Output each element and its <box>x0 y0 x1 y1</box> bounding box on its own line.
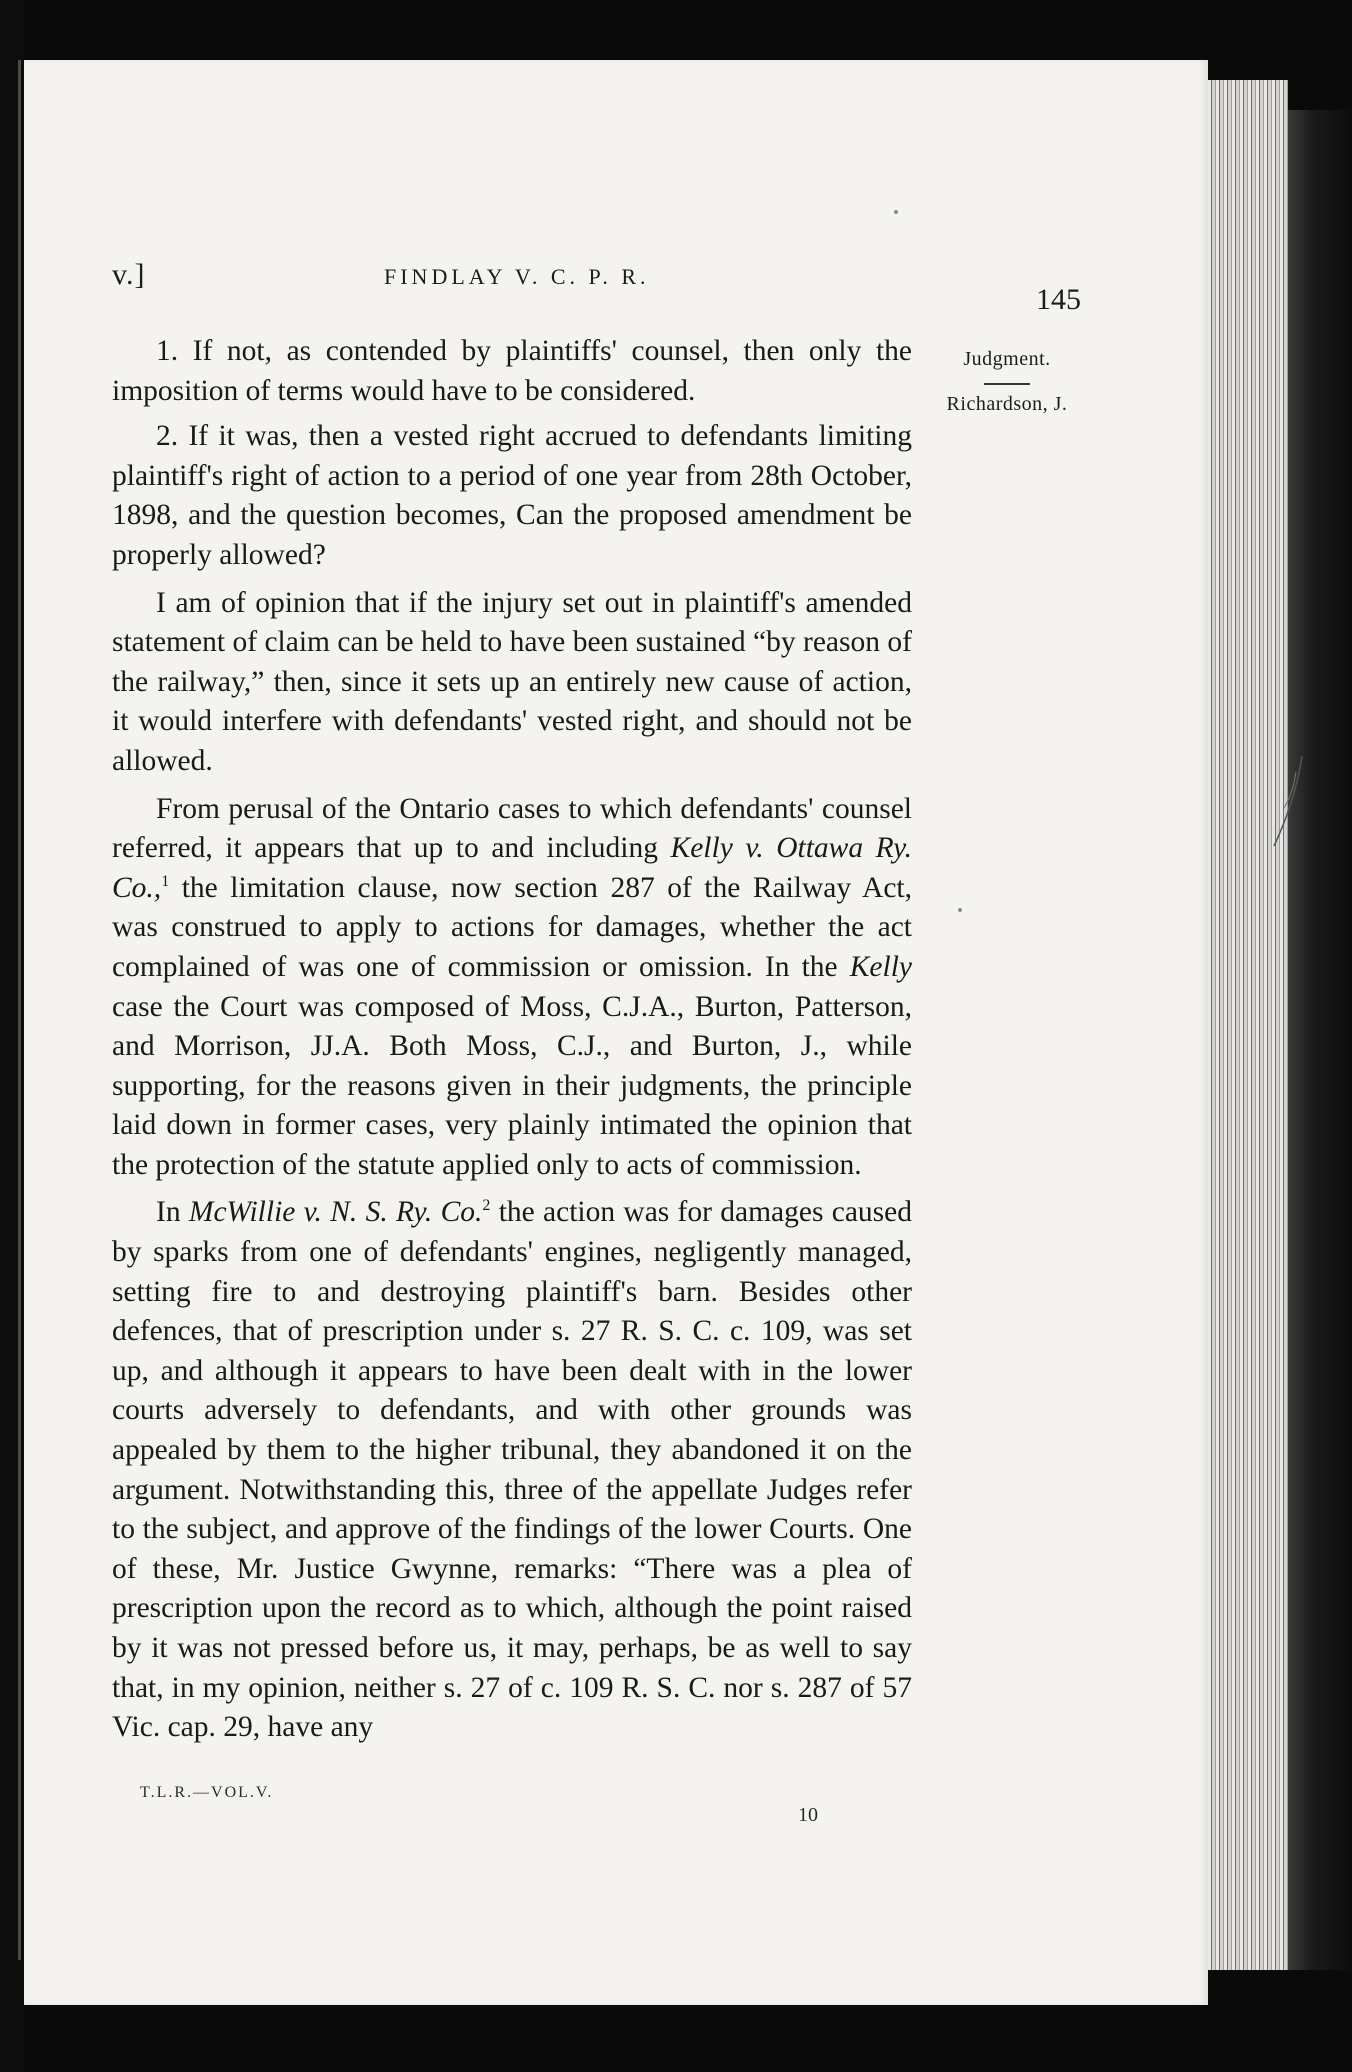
margin-note <box>928 348 1086 416</box>
text-run: the action was for damages caused by sparks from one of defendants' engines, negligently managed, setting fire to and destroying plaintiff's barn. Besides other defences, that of prescription under s. 27 R. S. C. c. 109, was set up, and although it appears to have been dealt with in the lower courts adversely to defendants, and with other grounds was appealed by them to the higher tribunal, they abandoned it on the argument. Notwithstanding this, three of the appellate Judges refer to the subject, and approve of the findings of the lower Courts. One of these, Mr. Justice Gwynne, remarks: “There was a plea of prescription upon the record as to which, although the point raised by it was not pressed before us, it may, perhaps, be as well to say that, in my opinion, neither s. 27 of c. 109 R. S. C. nor s. 287 of 57 Vic. cap. 29, have any <box>112 1196 913 1744</box>
body-text <box>112 332 912 1756</box>
running-head-title: FINDLAY V. C. P. R. <box>384 264 650 289</box>
page-speck <box>958 908 962 912</box>
text-run: In <box>156 1196 189 1229</box>
book-spine-line <box>18 60 21 1960</box>
margin-note-heading: Judgment. <box>963 348 1051 370</box>
signature-number: 10 <box>798 1804 818 1826</box>
footnote-marker: 2 <box>482 1197 491 1215</box>
footnote-marker: 1 <box>161 872 170 890</box>
text-run: case the Court was composed of Moss, C.J.A., Burton, Patterson, and Morrison, JJ.A. Both Moss, C.J., and Burton, J., while supporting, for the reasons given in their judgments, the principle laid down in former cases, very plainly intimated the opinion that the protection of the statute applied only to acts of commission. <box>112 990 912 1181</box>
book-cover <box>1288 110 1352 1970</box>
case-citation: Kelly <box>849 950 912 983</box>
case-citation: Kelly v. Ottawa Ry. Co., <box>112 832 913 904</box>
text-run: the limitation clause, now section 287 of the Railway Act, was construed to apply to actions for damages, whether the act complained of was one of commission or omission. In the <box>112 871 912 983</box>
paragraph: 2. If it was, then a vested right accrued to defendants limiting plaintiff's right of action to a period of one year from 28th October, 1898, and the question becomes, Can the proposed amendment be properly allowed? <box>112 420 912 571</box>
paragraph: 1. If not, as contended by plaintiffs' counsel, then only the imposition of terms would have to be considered. <box>112 335 912 407</box>
running-head-chapter: v.] <box>112 258 146 291</box>
page-number: 145 <box>1036 283 1081 316</box>
paragraph <box>112 1193 912 1747</box>
margin-scratch-mark <box>1268 752 1308 852</box>
text-run: From perusal of the Ontario cases to which defendants' counsel referred, it appears that up to and including <box>112 792 912 865</box>
page-speck <box>894 210 898 214</box>
printer-signature: T.L.R.—VOL.V. <box>140 1784 274 1801</box>
case-citation: McWillie v. N. S. Ry. Co. <box>188 1196 483 1229</box>
page-edges <box>1208 80 1288 1970</box>
paragraph: I am of opinion that if the injury set out in plaintiff's amended statement of claim can be held to have been sustained “by reason of the railway,” then, since it sets up an entirely new cause of action, it would interfere with defendants' vested right, and should not be allowed. <box>112 586 912 777</box>
margin-note-rule <box>984 383 1030 385</box>
paragraph <box>112 790 912 1186</box>
margin-note-judge: Richardson, J. <box>946 393 1068 415</box>
